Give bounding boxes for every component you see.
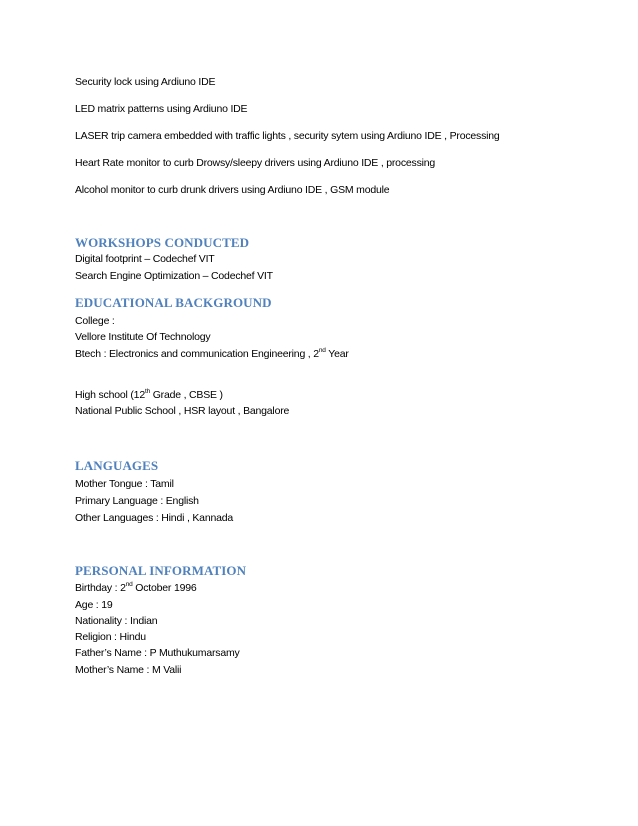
- personal-item-religion: Religion : Hindu: [75, 631, 146, 643]
- section-heading-personal: PERSONAL INFORMATION: [75, 563, 247, 578]
- section-heading-languages: LANGUAGES: [75, 458, 159, 473]
- section-heading-education: EDUCATIONAL BACKGROUND: [75, 295, 272, 310]
- degree-prefix: Btech : Electronics and communication Engineering , 2: [75, 348, 319, 360]
- college-name: Vellore Institute Of Technology: [75, 331, 211, 343]
- birthday-line: [75, 582, 197, 594]
- personal-item-mother: Mother’s Name : M Valii: [75, 664, 182, 676]
- personal-item-father: Father’s Name : P Muthukumarsamy: [75, 647, 240, 659]
- project-item: LED matrix patterns using Ardiuno IDE: [75, 103, 248, 115]
- personal-item-nationality: Nationality : Indian: [75, 615, 158, 627]
- school-line: [75, 389, 223, 401]
- language-item: Mother Tongue : Tamil: [75, 478, 174, 490]
- school-name: National Public School , HSR layout , Bangalore: [75, 405, 290, 417]
- school-suffix: Grade , CBSE ): [150, 389, 223, 401]
- personal-item-age: Age : 19: [75, 599, 113, 611]
- degree-line: [75, 348, 349, 360]
- project-item: Heart Rate monitor to curb Drowsy/sleepy drivers using Ardiuno IDE , processing: [75, 157, 436, 169]
- birthday-prefix: Birthday : 2: [75, 582, 126, 594]
- college-label: College :: [75, 315, 115, 327]
- project-item: LASER trip camera embedded with traffic lights , security sytem using Ardiuno IDE , Processing: [75, 130, 500, 142]
- language-item: Other Languages : Hindi , Kannada: [75, 512, 234, 524]
- degree-sup: nd: [318, 346, 326, 354]
- section-heading-workshops: WORKSHOPS CONDUCTED: [75, 235, 250, 250]
- workshop-item: Digital footprint – Codechef VIT: [75, 253, 215, 265]
- workshop-item: Search Engine Optimization – Codechef VIT: [75, 270, 273, 282]
- language-item: Primary Language : English: [75, 495, 199, 507]
- birthday-sup: nd: [125, 580, 133, 588]
- project-item: Security lock using Ardiuno IDE: [75, 76, 216, 88]
- school-sup: th: [144, 387, 150, 395]
- degree-suffix: Year: [325, 348, 349, 360]
- project-item: Alcohol monitor to curb drunk drivers using Ardiuno IDE , GSM module: [75, 184, 390, 196]
- school-prefix: High school (12: [75, 389, 145, 401]
- birthday-suffix: October 1996: [132, 582, 197, 594]
